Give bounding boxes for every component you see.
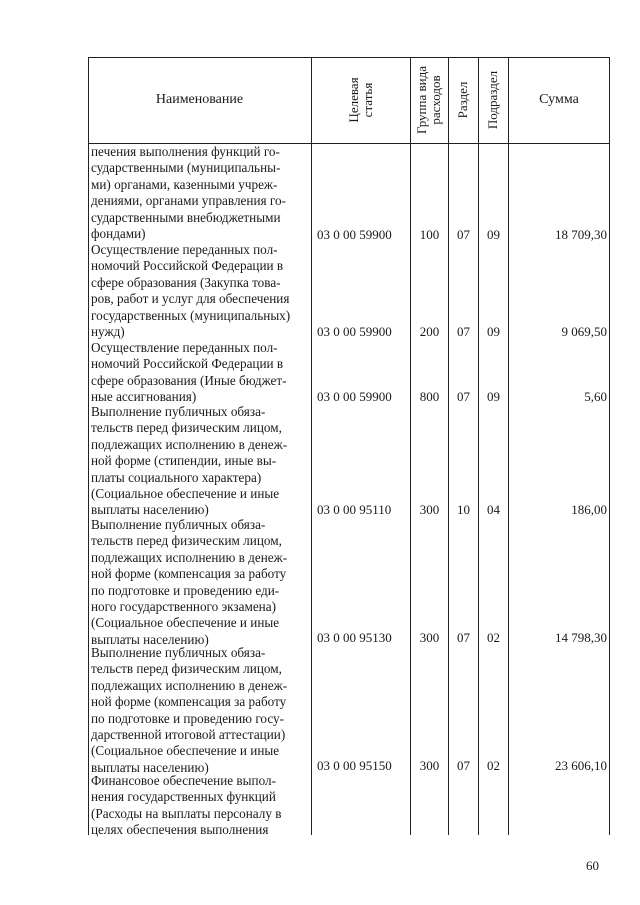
row-1-code: 03 0 00 59900 — [317, 227, 392, 242]
header-sum: Сумма — [539, 92, 579, 107]
row-3-code: 03 0 00 59900 — [317, 389, 392, 404]
row-4-group: 300 — [419, 502, 440, 517]
row-6-group: 300 — [419, 758, 440, 773]
row-6-code: 03 0 00 95150 — [317, 758, 392, 773]
row-5-code: 03 0 00 95130 — [317, 630, 392, 645]
row-3-section: 07 — [457, 389, 470, 404]
row-6-description: Выполнение публичных обяза- тельств перед физическим лицом, подлежащих исполнению в денеж- ной форме (компенсация за работу по подготовке и проведению госу- дарственной итоговой аттестации) (Социальное обеспечение и иные выплаты населению) — [91, 645, 288, 775]
page-number: 60 — [586, 858, 599, 873]
header-expense-group-line1: Группа вида — [414, 66, 429, 134]
row-3-sum: 5,60 — [584, 389, 607, 404]
row-2-group: 200 — [419, 324, 440, 339]
row-5-section: 07 — [457, 630, 470, 645]
table-top-border — [88, 57, 610, 58]
header-target-article-line1: Целевая — [346, 77, 361, 123]
row-2-section: 07 — [457, 324, 470, 339]
row-4-section: 10 — [457, 502, 470, 517]
row-3-description: Осуществление переданных пол- номочий Российской Федерации в сфере образования (Иные бюджет- ные ассигнования) — [91, 340, 287, 405]
row-2-subsection: 09 — [487, 324, 500, 339]
header-subsection: Подраздел — [485, 70, 500, 130]
header-name: Наименование — [155, 92, 244, 107]
row-6-subsection: 02 — [487, 758, 500, 773]
col-border-code — [410, 57, 411, 835]
row-2-sum: 9 069,50 — [561, 324, 607, 339]
row-1-group: 100 — [419, 227, 440, 242]
row-4-sum: 186,00 — [571, 502, 607, 517]
row-1-description: печения выполнения функций го- сударственными (муниципальны- ми) органами, казенными учреж- дениями, органами управления го- сударственными внебюджетными фондами) — [91, 144, 286, 242]
col-border-name — [311, 57, 312, 835]
row-1-subsection: 09 — [487, 227, 500, 242]
row-2-code: 03 0 00 59900 — [317, 324, 392, 339]
header-expense-group — [415, 66, 443, 134]
col-border-section — [478, 57, 479, 835]
row-5-description: Выполнение публичных обяза- тельств перед физическим лицом, подлежащих исполнению в денеж- ной форме (компенсация за работу по подготовке и проведению еди- ного государственного экзамена) (Социальное обеспечение и иные выплаты населению) — [91, 517, 288, 647]
col-border-left — [88, 57, 89, 835]
row-3-subsection: 09 — [487, 389, 500, 404]
header-target-article-line2: статья — [360, 82, 375, 118]
row-1-sum: 18 709,30 — [555, 227, 607, 242]
row-6-sum: 23 606,10 — [555, 758, 607, 773]
header-target-article — [347, 77, 375, 122]
col-border-subsection — [508, 57, 509, 835]
row-7-description: Финансовое обеспечение выпол- нения государственных функций (Расходы на выплаты персоналу в целях обеспечения выполнения — [91, 773, 282, 838]
row-5-subsection: 02 — [487, 630, 500, 645]
col-border-right — [609, 57, 610, 835]
header-expense-group-line2: расходов — [428, 75, 443, 125]
col-border-group — [448, 57, 449, 835]
row-3-group: 800 — [419, 389, 440, 404]
row-6-section: 07 — [457, 758, 470, 773]
row-2-description: Осуществление переданных пол- номочий Российской Федерации в сфере образования (Закупка това- ров, работ и услуг для обеспечения государственных (муниципальных) нужд) — [91, 242, 291, 340]
row-5-sum: 14 798,30 — [555, 630, 607, 645]
row-4-code: 03 0 00 95110 — [317, 502, 392, 517]
row-4-subsection: 04 — [487, 502, 500, 517]
row-5-group: 300 — [419, 630, 440, 645]
header-section: Раздел — [455, 81, 470, 119]
row-4-description: Выполнение публичных обяза- тельств перед физическим лицом, подлежащих исполнению в денеж- ной форме (стипендии, иные вы- платы социального характера) (Социальное обеспечение и иные выплаты населению) — [91, 404, 288, 518]
row-1-section: 07 — [457, 227, 470, 242]
